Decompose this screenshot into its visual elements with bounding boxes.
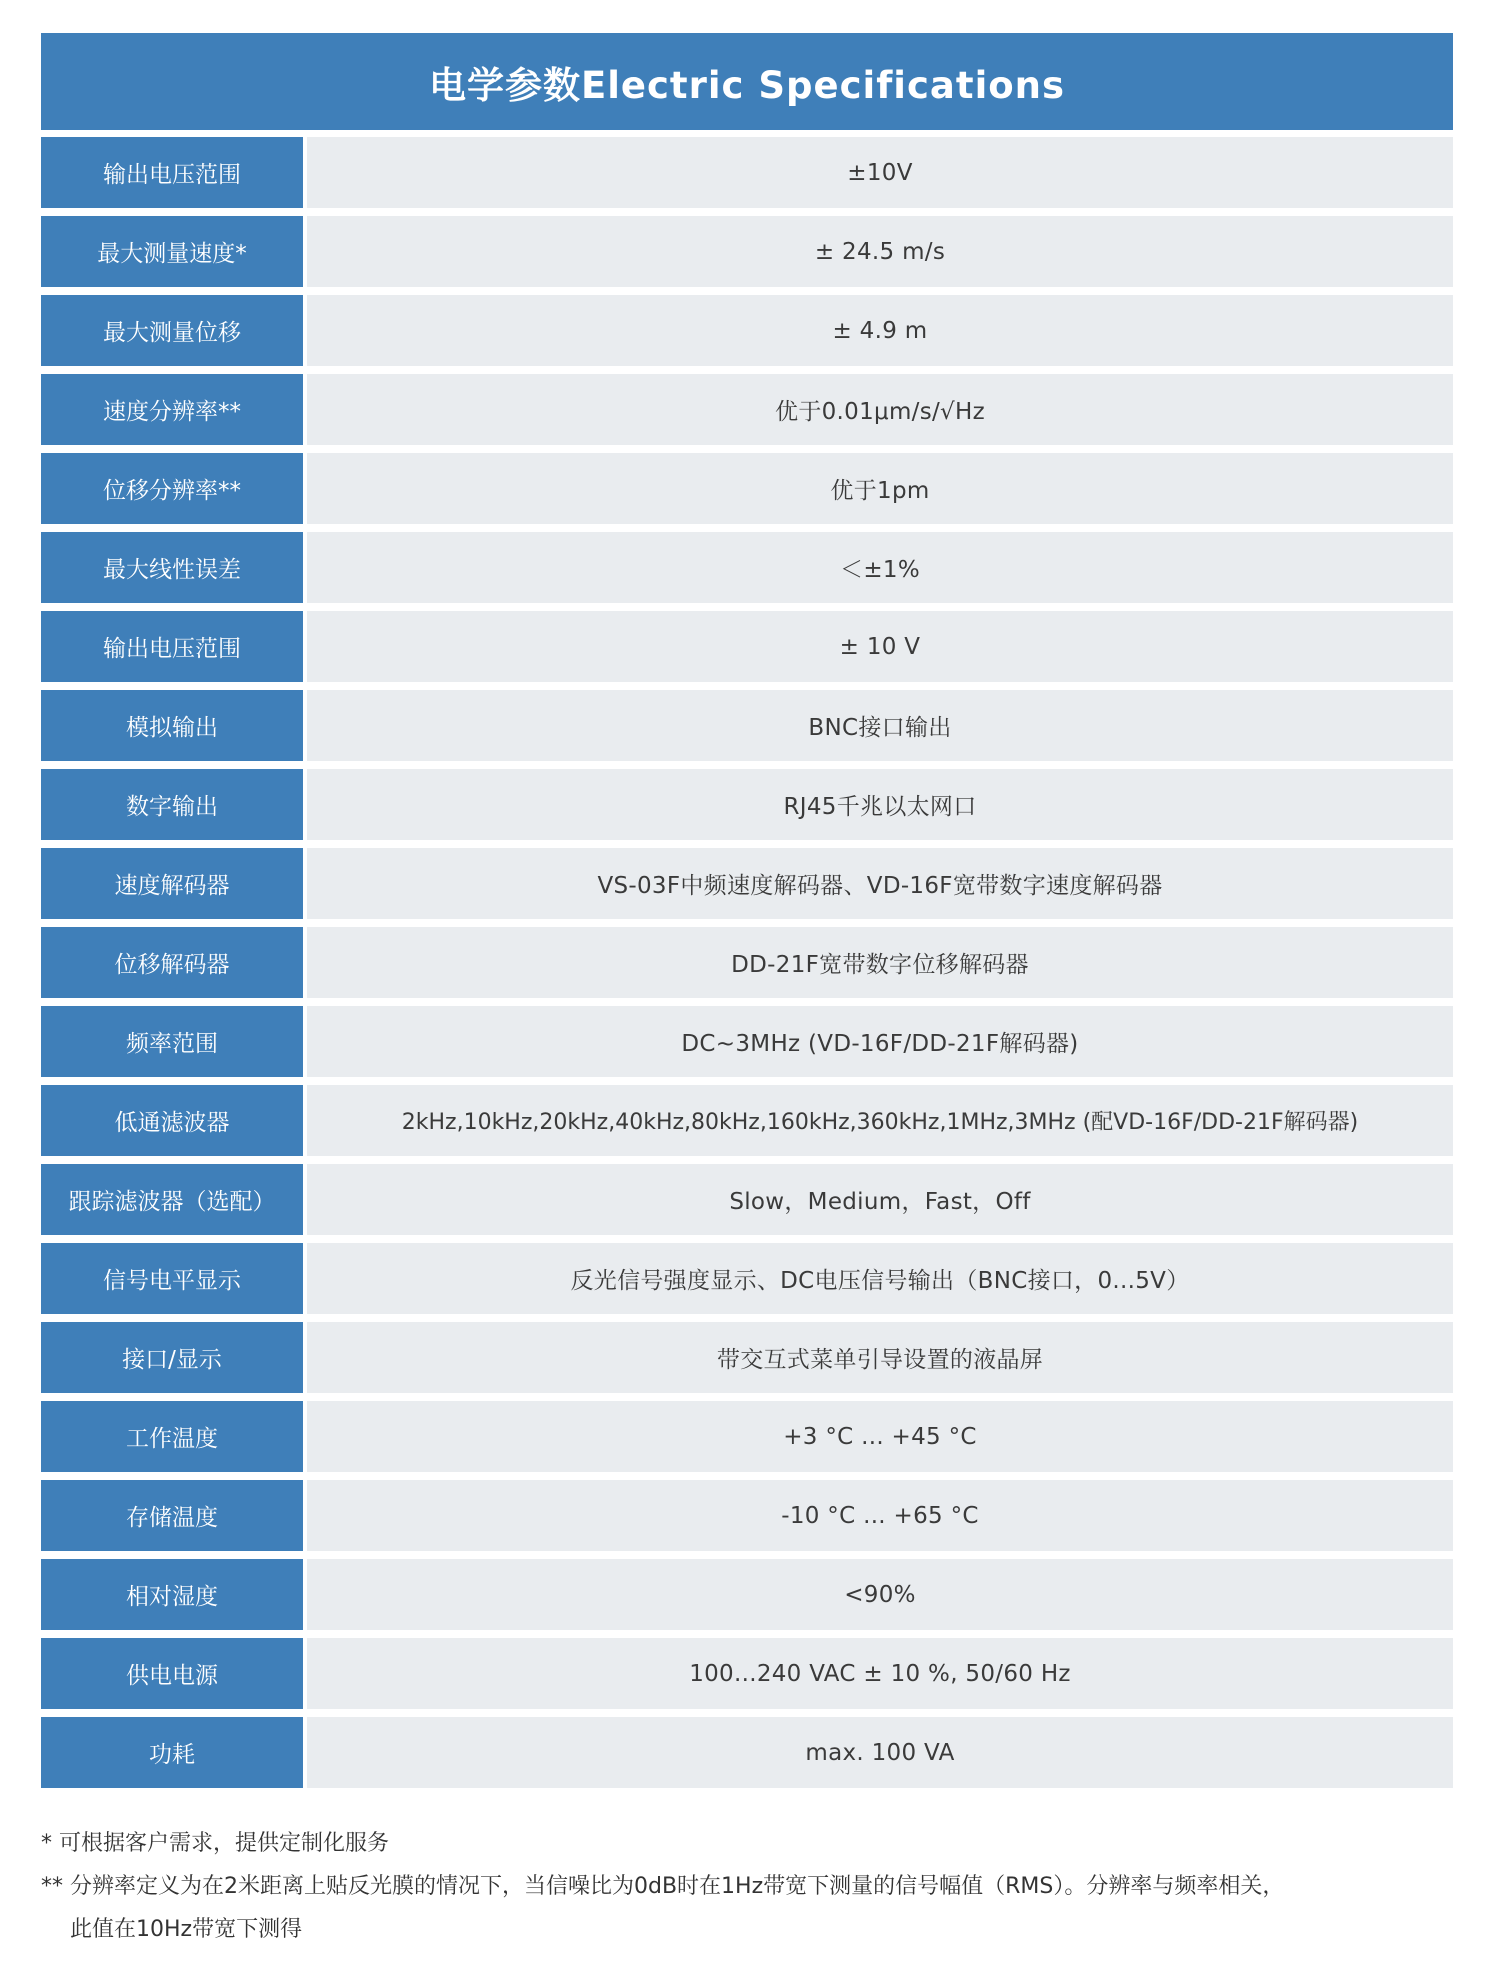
row-value: Slow，Medium，Fast，Off	[307, 1164, 1453, 1235]
table-row	[41, 1243, 1453, 1314]
footnote-resolution-bandwidth: 此值在10Hz带宽下测得	[70, 1917, 303, 1942]
row-label: 最大测量速度*	[41, 216, 303, 287]
table-row	[41, 295, 1453, 366]
row-label: 模拟输出	[41, 690, 303, 761]
row-value: ＜±1%	[307, 532, 1453, 603]
table-row	[41, 848, 1453, 919]
row-value: DD-21F宽带数字位移解码器	[307, 927, 1453, 998]
spec-table	[41, 33, 1453, 1796]
row-value: 2kHz,10kHz,20kHz,40kHz,80kHz,160kHz,360kHz,1MHz,3MHz (配VD-16F/DD-21F解码器)	[307, 1085, 1453, 1156]
row-value: <90%	[307, 1559, 1453, 1630]
table-row	[41, 1322, 1453, 1393]
table-row	[41, 611, 1453, 682]
table-row	[41, 1006, 1453, 1077]
table-title: 电学参数Electric Specifications	[41, 33, 1453, 130]
row-label: 频率范围	[41, 1006, 303, 1077]
row-label: 低通滤波器	[41, 1085, 303, 1156]
row-label: 供电电源	[41, 1638, 303, 1709]
row-value: 100...240 VAC ± 10 %, 50/60 Hz	[307, 1638, 1453, 1709]
row-label: 输出电压范围	[41, 611, 303, 682]
table-row	[41, 1480, 1453, 1551]
row-value: 优于0.01μm/s/√Hz	[307, 374, 1453, 445]
row-value: ± 24.5 m/s	[307, 216, 1453, 287]
table-row	[41, 216, 1453, 287]
footnotes	[41, 1822, 1453, 1951]
row-label: 功耗	[41, 1717, 303, 1788]
row-label: 接口/显示	[41, 1322, 303, 1393]
row-value: -10 °C ... +65 °C	[307, 1480, 1453, 1551]
row-label: 相对湿度	[41, 1559, 303, 1630]
row-value: ± 10 V	[307, 611, 1453, 682]
row-label: 位移解码器	[41, 927, 303, 998]
row-label: 信号电平显示	[41, 1243, 303, 1314]
row-value: 优于1pm	[307, 453, 1453, 524]
row-value: RJ45千兆以太网口	[307, 769, 1453, 840]
row-label: 最大测量位移	[41, 295, 303, 366]
table-row	[41, 1559, 1453, 1630]
table-row	[41, 927, 1453, 998]
row-value: 带交互式菜单引导设置的液晶屏	[307, 1322, 1453, 1393]
row-value: ± 4.9 m	[307, 295, 1453, 366]
table-row	[41, 1085, 1453, 1156]
table-row	[41, 453, 1453, 524]
table-row	[41, 1638, 1453, 1709]
spec-rows	[41, 137, 1453, 1788]
table-row	[41, 1164, 1453, 1235]
table-row	[41, 690, 1453, 761]
row-value: BNC接口输出	[307, 690, 1453, 761]
table-row	[41, 1717, 1453, 1788]
footnote-custom-service: * 可根据客户需求，提供定制化服务	[41, 1831, 389, 1856]
footnote-resolution-definition: ** 分辨率定义为在2米距离上贴反光膜的情况下，当信噪比为0dB时在1Hz带宽下测量的信号幅值（RMS）。分辨率与频率相关，	[41, 1874, 1285, 1899]
row-label: 位移分辨率**	[41, 453, 303, 524]
row-value: VS-03F中频速度解码器、VD-16F宽带数字速度解码器	[307, 848, 1453, 919]
row-label: 工作温度	[41, 1401, 303, 1472]
table-row	[41, 769, 1453, 840]
row-value: +3 °C ... +45 °C	[307, 1401, 1453, 1472]
row-label: 跟踪滤波器（选配）	[41, 1164, 303, 1235]
table-row	[41, 1401, 1453, 1472]
row-value: 反光信号强度显示、DC电压信号输出（BNC接口，0...5V）	[307, 1243, 1453, 1314]
row-label: 速度解码器	[41, 848, 303, 919]
table-row	[41, 532, 1453, 603]
table-row	[41, 374, 1453, 445]
row-label: 数字输出	[41, 769, 303, 840]
row-value: max. 100 VA	[307, 1717, 1453, 1788]
row-label: 存储温度	[41, 1480, 303, 1551]
row-label: 输出电压范围	[41, 137, 303, 208]
row-value: DC~3MHz (VD-16F/DD-21F解码器)	[307, 1006, 1453, 1077]
table-row	[41, 137, 1453, 208]
row-label: 最大线性误差	[41, 532, 303, 603]
row-label: 速度分辨率**	[41, 374, 303, 445]
row-value: ±10V	[307, 137, 1453, 208]
